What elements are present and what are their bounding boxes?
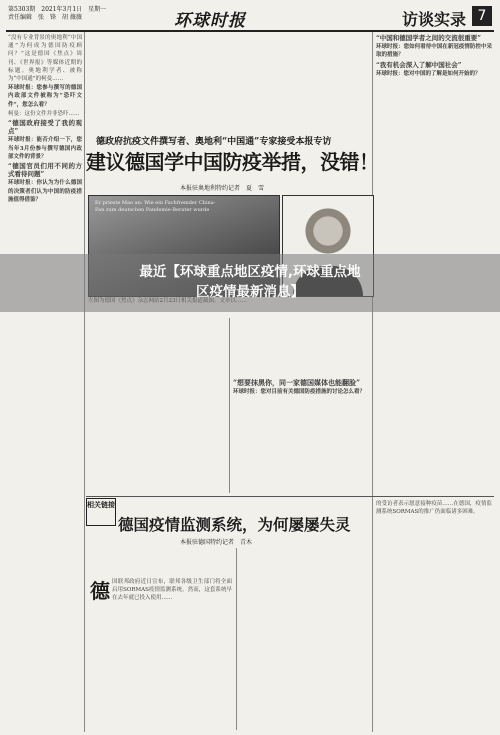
second-article-body-2 [240, 548, 368, 730]
photo-caption-line: Fan zum deutschen Pandemie-Berater wurde [95, 207, 210, 213]
qa-question: 环球时报：您对目前有关德国防疫措施的讨论怎么看？ [233, 389, 366, 395]
headline-title: 建议德国学中国防疫举措，没错！ [86, 150, 379, 174]
editor-line: 责任编辑 张 锋 胡 薇薇 [8, 14, 82, 21]
issue-line: 第5303期 2021年3月1日 星期一 [8, 6, 107, 13]
second-headline: 德国疫情监测系统，为何屡屡失灵 [118, 515, 351, 534]
middle-right-text [233, 318, 369, 493]
left-subheading: “德国政府接受了我的观点” [8, 119, 82, 136]
photo-caption-line: Er prieste Mao an: Wie ein Fachfremder China- [95, 200, 216, 206]
left-paragraph: 柯曼：这份文件并非恐吓…… [8, 110, 80, 117]
byline: 本报驻奥地利特约记者 夏 雪 [180, 185, 265, 192]
qa-heading: “想要抹黑你，同一家德国媒体也能翻脸” [233, 378, 361, 387]
masthead [6, 4, 494, 32]
footer-column: 的受访者表示愿意接种疫苗……在德国，疫情监测系统SORMAS的推广仍面临诸多困难。 [376, 501, 492, 516]
column-divider [229, 318, 230, 493]
left-paragraph: “没有专业背景的奥地利“中国通”为何成为德国防疫顾问？”这是德国《焦点》周刊、《世界报》等媒体近期的标题。奥地利学者、被称为“中国通”的柯曼…… [8, 35, 82, 83]
issue-info [8, 6, 168, 22]
second-article-body: 国联邦政府近日宣布，联邦各级卫生部门将全面启用SORMAS疫情监测系统。然而，这套系统早在去年就已投入使用…… [112, 579, 232, 602]
left-paragraph: 环球时报：能否介绍一下，您当年3月份参与撰写德国内政部文件的背景？ [8, 137, 82, 160]
newspaper-logo: 环球时报 [174, 11, 246, 31]
right-subheading: “中国和德国学者之间的交流很重要” [376, 34, 481, 42]
right-subheading: “我有机会深入了解中国社会” [376, 60, 462, 69]
second-byline: 本报驻德国特约记者 青木 [180, 539, 253, 546]
right-paragraph: 环球时报：您如何看待中国在新冠疫情防控中采取的措施？ [376, 44, 492, 59]
overlay-line: 区疫情最新消息】 [196, 284, 304, 300]
column-divider [372, 498, 373, 732]
left-subheading: “德国官员们用不同的方式看待问题” [8, 162, 82, 179]
overlay-line: 最近【环球重点地区疫情,环球重点地 [139, 264, 361, 280]
section-divider [86, 496, 494, 497]
column-divider [236, 548, 237, 730]
overlay-title [40, 262, 460, 302]
section-title: 访谈实录 [401, 10, 466, 29]
right-paragraph: 环球时报：您对中国的了解是如何开始的？ [376, 70, 481, 77]
left-paragraph: 环球时报：您参与撰写的德国内政部文件被称为“恐吓文件”，您怎么看？ [8, 85, 82, 108]
related-stamp: 相关链接 [86, 498, 116, 526]
dropcap: 德 [90, 579, 110, 603]
middle-left-text [88, 318, 226, 493]
top-body-text [88, 34, 368, 129]
headline-kicker: 德政府抗疫文件撰写者、奥地利“中国通”专家接受本报专访 [96, 137, 332, 147]
left-column [8, 34, 82, 729]
left-paragraph: 环球时报：你认为为什么德国的决策者们认为中国的防疫措施值得借鉴？ [8, 180, 82, 203]
column-divider [84, 32, 85, 732]
page-number: 7 [472, 6, 492, 26]
